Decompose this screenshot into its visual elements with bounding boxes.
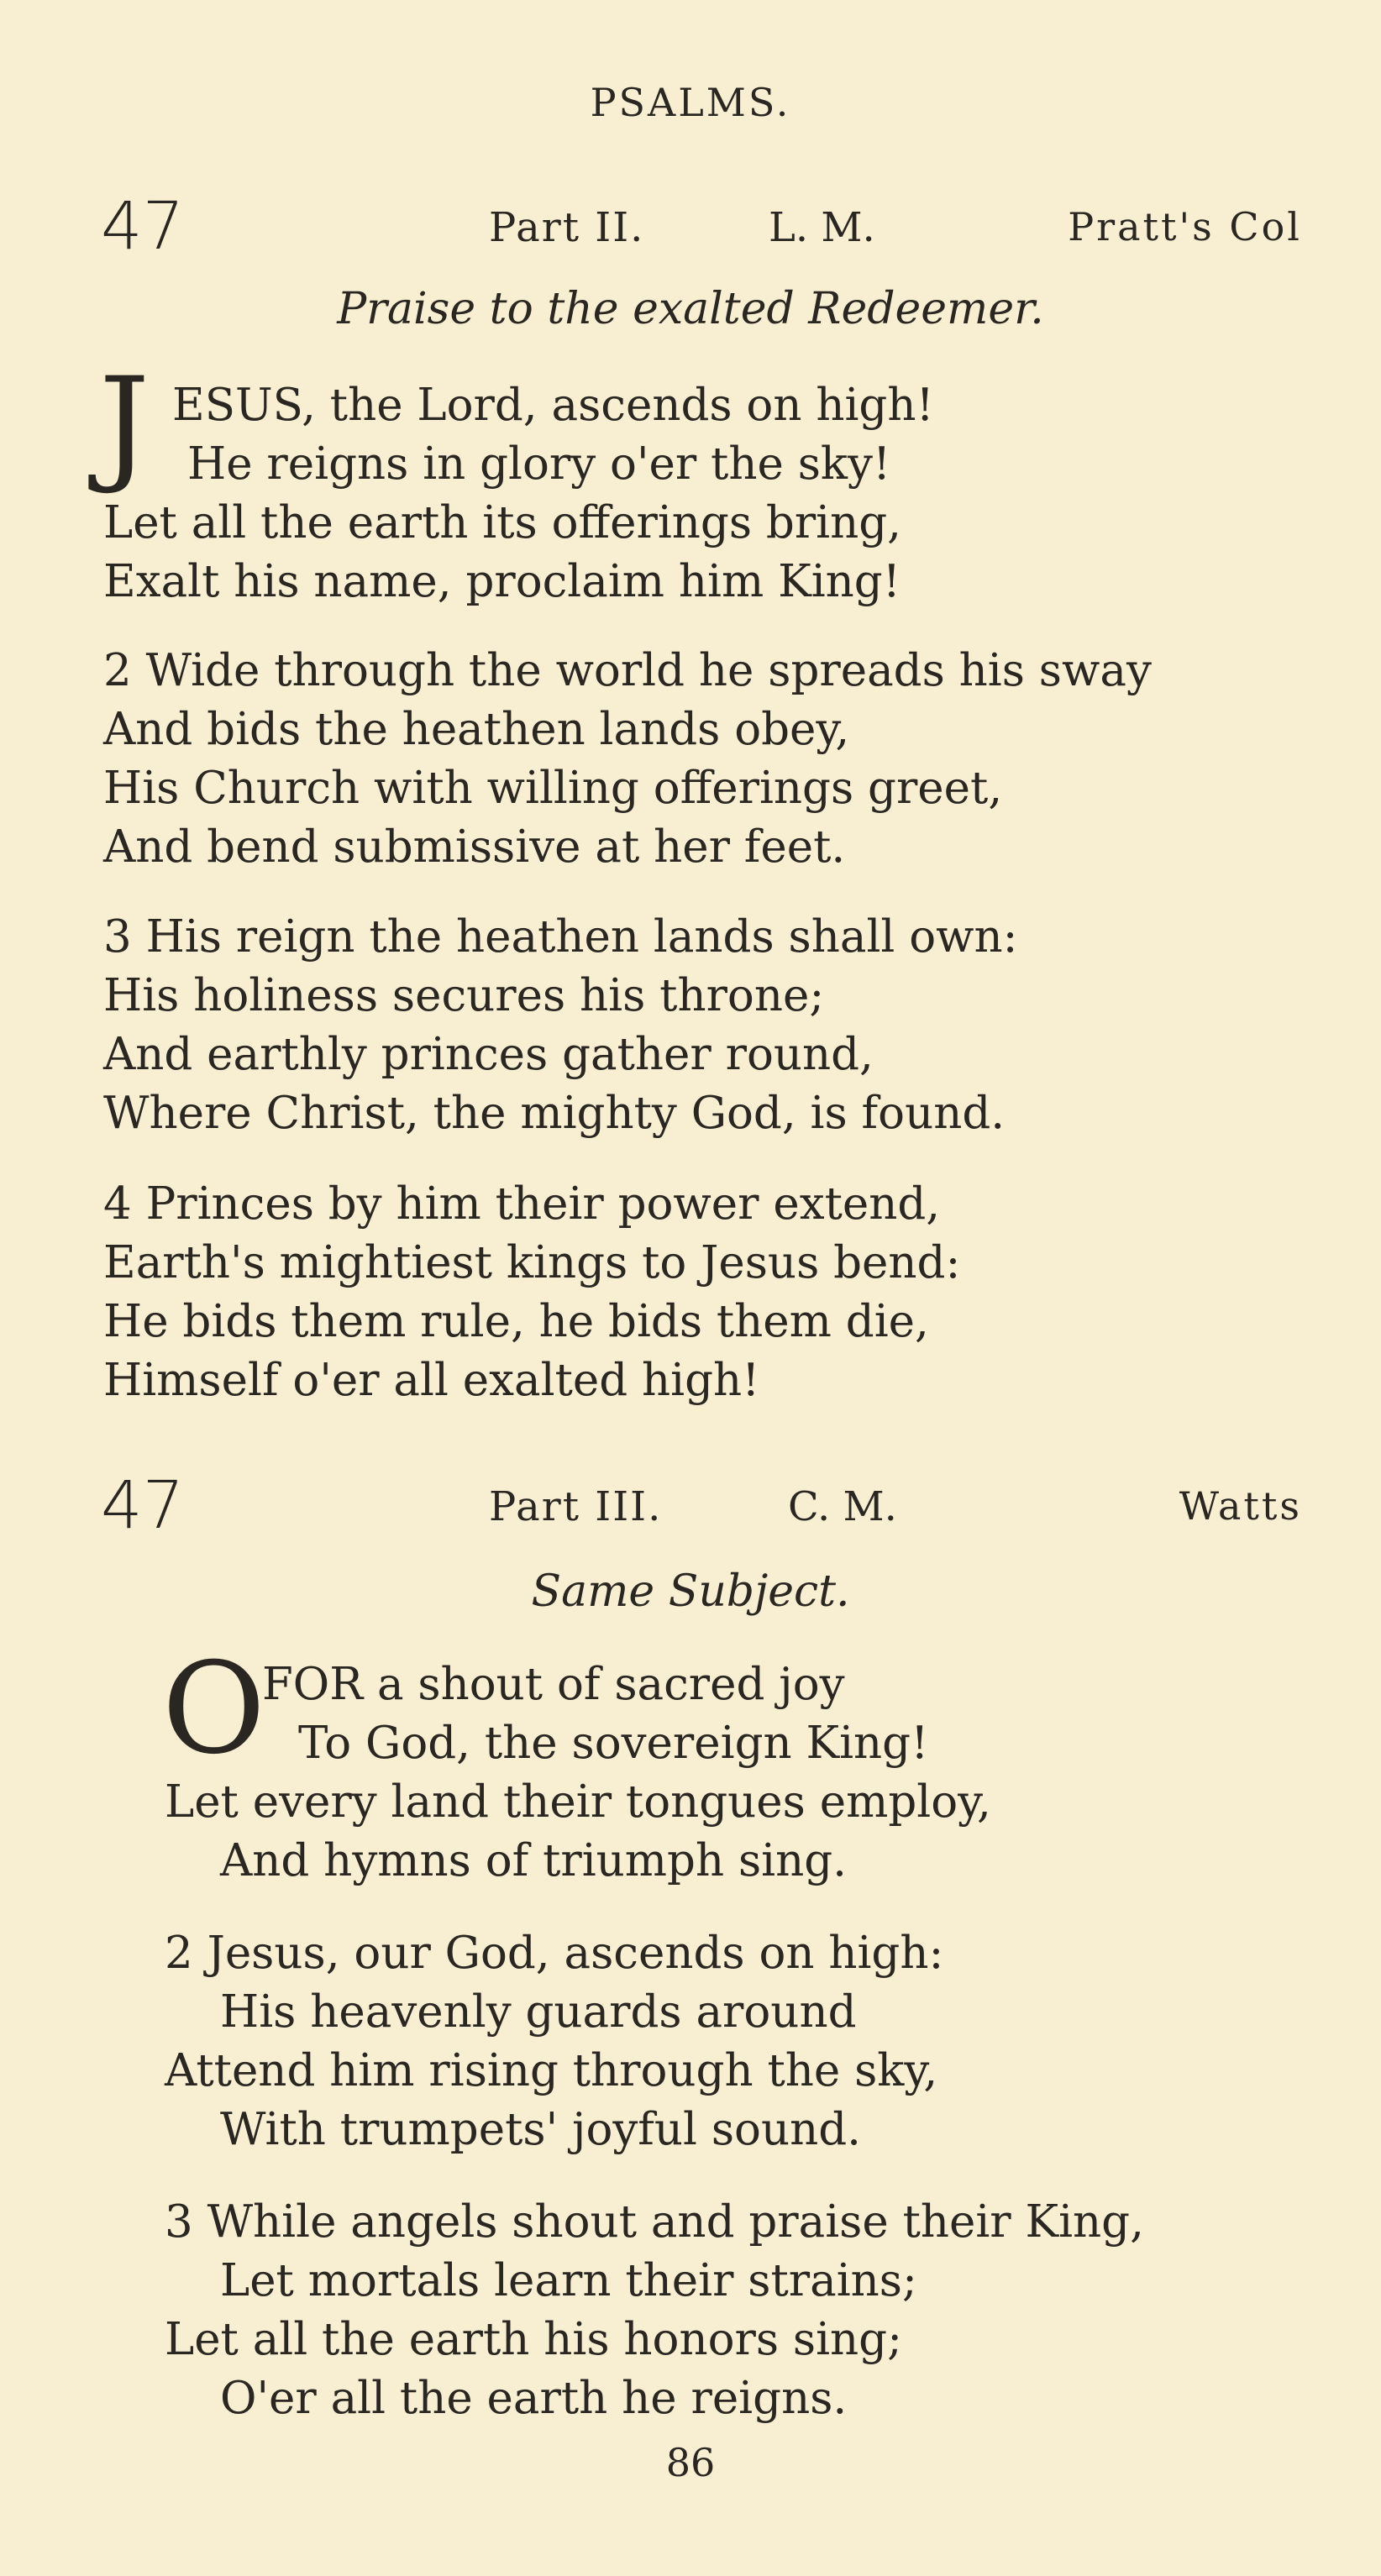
- verse-line: 2 Wide through the world he spreads his sway: [103, 645, 1152, 696]
- hymn-subtitle: Same Subject.: [531, 1566, 850, 1617]
- verse-line: Let all the earth his honors sing;: [165, 2314, 902, 2365]
- drop-cap: O: [162, 1636, 265, 1782]
- verse-line: 4 Princes by him their power extend,: [103, 1178, 941, 1230]
- hymn-part: Part III.: [489, 1483, 663, 1530]
- verse-line: Exalt his name, proclaim him King!: [103, 556, 901, 607]
- hymn-part: Part II.: [489, 204, 645, 251]
- verse-line: His Church with willing offerings greet,: [103, 763, 1003, 814]
- running-head: PSALMS.: [590, 80, 791, 125]
- hymn-header: [101, 1468, 1302, 1544]
- verse-line: Let all the earth its offerings bring,: [103, 497, 902, 548]
- hymn-meter: C. M.: [788, 1483, 897, 1530]
- page-number: 86: [665, 2440, 716, 2485]
- verse-line: FOR a shout of sacred joy: [262, 1659, 845, 1710]
- verse-line: Let mortals learn their strains;: [220, 2255, 917, 2306]
- drop-cap: J: [99, 351, 150, 497]
- verse-line: ESUS, the Lord, ascends on high!: [172, 380, 934, 431]
- verse-line: 2 Jesus, our God, ascends on high:: [165, 1928, 944, 1979]
- verse-line: He reigns in glory o'er the sky!: [187, 438, 891, 490]
- verse-line: Himself o'er all exalted high!: [103, 1355, 760, 1406]
- verse-line: His heavenly guards around: [220, 1986, 857, 2038]
- verse-line: 3 His reign the heathen lands shall own:: [103, 911, 1018, 963]
- verse-line: 3 While angels shout and praise their King,: [165, 2196, 1144, 2248]
- hymn-number: 47: [101, 1468, 185, 1544]
- verse-line: And bids the heathen lands obey,: [103, 704, 850, 755]
- verse-line: Earth's mightiest kings to Jesus bend:: [103, 1237, 961, 1288]
- verse-line: And earthly princes gather round,: [103, 1029, 874, 1080]
- hymn-number: 47: [101, 189, 185, 265]
- verse-line: Attend him rising through the sky,: [165, 2045, 938, 2096]
- verse-line: His holiness secures his throne;: [103, 970, 825, 1021]
- hymn-author: Watts: [1179, 1483, 1302, 1529]
- verse-line: He bids them rule, he bids them die,: [103, 1296, 929, 1347]
- hymn-subtitle: Praise to the exalted Redeemer.: [337, 284, 1044, 334]
- verse-line: And hymns of triumph sing.: [220, 1835, 848, 1886]
- verse-line: Let every land their tongues employ,: [165, 1776, 991, 1828]
- verse-line: And bend submissive at her feet.: [103, 821, 846, 873]
- verse-line: O'er all the earth he reigns.: [220, 2373, 848, 2424]
- verse-line: With trumpets' joyful sound.: [220, 2104, 861, 2155]
- verse-line: Where Christ, the mighty God, is found.: [103, 1088, 1006, 1139]
- hymn-meter: L. M.: [769, 204, 875, 251]
- hymn-author: Pratt's Col: [1068, 204, 1302, 249]
- hymn-header: [101, 189, 1302, 265]
- verse-line: To God, the sovereign King!: [298, 1718, 929, 1769]
